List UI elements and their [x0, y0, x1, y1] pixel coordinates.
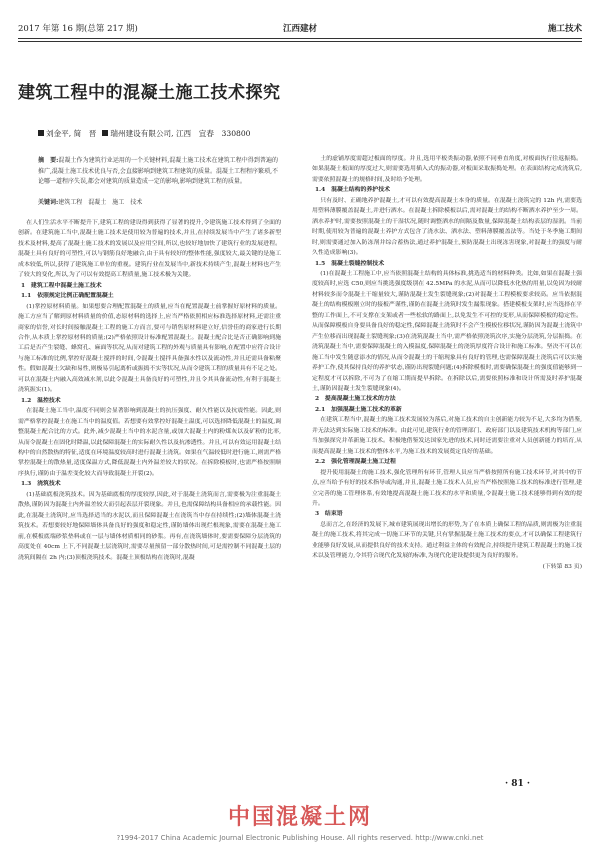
- abstract: [38, 156, 278, 188]
- continued-note: (下转第 83 页): [542, 563, 582, 570]
- section-name: 施工技术: [547, 24, 582, 34]
- keywords-label: 关键词:: [38, 199, 59, 206]
- author-line: [38, 128, 251, 139]
- header-rule-thick: [18, 38, 582, 39]
- body-paragraph: 提升使用混凝土的施工技术,强化管理所有环节,管理人员应当严格按照所有施工技术环节,对其中的节点,应当给予有好的技术指导或沟通,并且,混凝土施工技术人员,应当严格按照施工技术的标准进行管理,建立完善的施工管理体系,有效地提高混凝土施工技术的水平和质量,令混凝土施工技术能够得到有效的提升。: [312, 469, 582, 507]
- abstract-text: 混凝土作为建筑行业运用的一个关键材料,混凝土施工技术在建筑工程中得到普遍的推广,混凝土施工技术优良与否,会直接影响到建筑工程建筑的质量。混凝土工程程序繁琐,不论哪一道程序失误,都会对建筑的质量造成一定的影响,影响到建筑工程的质量。: [38, 157, 278, 186]
- author-bullet-icon: [38, 130, 44, 136]
- abstract-label: 摘 要:: [38, 157, 59, 164]
- section-heading: 2.2 强化管理混凝土施工过程: [314, 458, 396, 466]
- body-paragraph: 只有及时、正确地养护混凝土,才可以有效提高混凝土本身的质量。在混凝土浇筑完的 12h 内,需要选用塑料薄膜覆盖混凝土,并进行洒水。在混凝土拆除模板以后,需对混凝土的结构不断洒水养护至少一周。洒水养护时,需要按照混凝土的干湿状况,随时调整洒水的间隔及数量,保障混凝土结构表层的湿润。当前时期,使用较为普遍的混凝土养护方式包含了浇水法、洒水法、塑料薄膜覆盖法等。当处于冬季施工期间时,则需要通过加入防冻剂并综合蓄热法,通过养护混凝土,预防混凝土出现冻害现象,对混凝土的强度与耐久性造成影响(3)。: [312, 197, 582, 257]
- section-heading: 1.5 混凝土裂缝控制技术: [314, 259, 385, 267]
- keywords: [38, 198, 278, 208]
- body-paragraph: (1)掌控原材料质量。如果想要合理配置混凝土的质量,应当在配置混凝土前掌握好原材料的质量。施工方应当了解到原材料质量的价值,态原材料的选择上,应当严格依照相应标准选择原材料,还需注重商家的信誉,对长时间接触混凝土工程的施工方而言,要可与销售原材料建立好,信誉佳的商家进行长期合作,从本质上掌控原材料的质量;(2)严格依照设计标准配置混凝土。混凝土配合比是否正确影响到施工后是否产生裂缝、蜂窝孔、麻面等状况,从而对建筑工程的外观与质量具有影响,在配置中应符合设计与施工标准的比例,掌控好混凝土搅拌的时间,令混凝土搅拌具备强水性以及流动性,并且还需具备粘聚性。假如混凝土欠缺和易性,则极易引起离析或振捣不实等状况,从而令建筑工程的质量具有不足之处。可以在混凝土内融入高效减水剂,以此令混凝土具备良好的可塑性,并且令其具备流动性,有利于混凝土浇筑振实(1)。: [18, 303, 281, 394]
- copyright-footer: ?1994-2017 China Academic Journal Electronic Publishing House. All rights reserved. http://www.cnki.net: [116, 834, 484, 842]
- site-watermark: 中国混凝土网: [227, 805, 372, 830]
- section-heading: 1.2 温控技术: [20, 396, 61, 404]
- author-affiliation: 瑞州建设有限公司, 江西 宜春 330800: [110, 129, 251, 138]
- section-heading: 1.1 依照规定比例正确配置混凝土: [20, 292, 114, 300]
- body-column-right: [312, 154, 582, 572]
- page-number: · 81 ·: [504, 779, 530, 789]
- body-paragraph: 在建筑工程当中,混凝土的施工技术发展较为落后,对施工技术的自主创新能力较为不足,大多均为借鉴,并无法达到实际施工技术的标准。由此可见,建筑行业的管理部门、政府部门以及建筑技术机构等部门,应当加强探究并革新施工技术。积极地借鉴发达国家先进的技术,同时还需要注重对人员创新能力的培育,从而提高混凝土施工技术的整体水平,为施工技术的发展奠定良好的基础。: [312, 417, 582, 455]
- body-paragraph: 土的虚铺厚度需超过板面的厚度。并且,选用平板类振动器,依照不同垂直角度,对板面执行往返振捣。如果混凝土板面的厚度过大,则需要选用插入式的振动器,对板面采取振捣处理。在表面结构完成浇筑后,需要依照混凝土的规格时间,及时给予处理。: [312, 156, 582, 183]
- body-paragraph: (1)在混凝土工程施工中,应当依照混凝土结构的具体标准,挑选适当的材料种类。比如,如果在混凝土强度较高时,应选 C50,则应当挑选强度级别在 42.5MPa 的水泥,从而可以降低水化热的用量,以免因为较耐材料较多而令混凝土干缩量较大,谨防混凝土发生裂缝现象;(2)对混凝土工程模板要求较高。应当依据混凝土的结构模板刚立时的接板严谨性,谨防在混凝土浇筑时发生漏浆现象。搭建模板支架时,应当选择在平整的工作面上,不可支撑在支架或者一些松软的路面上,以免发生不可控的变形,从而保障模板的稳定性。从而保障模板自身要具备良好的稳定性,保障混凝土浇筑时不会产生模板位移状况,谨防因为混凝土浇筑中产生位移而出现混凝土裂缝现象;(3)在浇筑混凝土当中,需严格依照浇筑次序,实施分层浇筑,分层振捣。在浇筑混凝土当中,需要保障混凝土的入模温度,保障混凝土的浇筑厚度符合设计和施工标准。坚决不可以在施工当中发生随意添水的情况,从而令混凝土的干缩现象具有良好的管理,也需保障混凝土浇筑后可以实施养护工作,使其保持良好的养护状态,谨防出现裂缝问题;(4)拆除模板时,需要确保混凝土的强度值能够到一定程度才可以拆除,不可为了在缩工期而提早拆除。在拆除以后,需要依照标准和设计所需及时养护混凝土,谨防因混凝土发生裂缝现象(4)。: [312, 270, 582, 392]
- body-column-left: [18, 218, 281, 563]
- running-header: [18, 22, 582, 36]
- affiliation-bullet-icon: [102, 130, 108, 136]
- body-paragraph: 在人们生活水平不断提升下,建筑工程的建设得到获得了显著的提升,令建筑施工技术得到了全面的创新。在建筑施工当中,混凝土施工技术是使用较为普遍的技术,并且,在持续发展当中产生了诸多新型技术及材料,提高了混凝土施工技术的发展以及应用空间,所以,也较好地加快了建筑行业的发展进程。混凝土具有良好的可塑性,可以与钢筋良好地融合,由于具有较好的整体性能,强度较大,最关键的是施工成本较低,所以,获得了建筑施工单位的重视。建筑行业在发展当中,新技术持续产生,混凝土材料也产生了较大的变化,所以,为了可以有效提高工程质量,施工技术极为关键。: [18, 220, 281, 279]
- body-paragraph: 在混凝土施工当中,温度不同则会显著影响到混凝土的抗压强度、耐久性能以及抗震性能。因此,则需严格掌控混凝土在施工当中的温度值。若想要有效掌控好混凝土温度,可以选择降低混凝土的温度,调整混凝土配合比的方式。此外,减少混凝土当中的水泥含量,或加大混凝土内的粉煤灰以及矿粉的比率,从而令混凝土在固化时降温,以此保障混凝土的实际耐久性以及抗渗透性。并且,可以有效运用混凝土结构中的自然散热的特征,适度在环境温度较高时进行混凝土浇筑。如果在气温较低时进行施工,则需严格掌控混凝土的散热量,适度保温方式,降低混凝土内外温差较大的状况。在拆除模板时,也需严格按照顺序执行,谨防由于温差变化较大而导致混凝土开裂(2)。: [18, 408, 281, 477]
- section-heading: 2.1 加强混凝土施工技术的革新: [314, 405, 402, 413]
- section-heading: 1.3 浇筑技术: [20, 480, 61, 488]
- article-title: 建筑工程中的混凝土施工技术探究: [18, 83, 281, 103]
- author-names: 刘金平, 简 晋: [46, 129, 97, 138]
- keywords-text: 建筑工程 混凝土 施工 技术: [58, 199, 143, 206]
- journal-name: 江西建材: [282, 24, 317, 34]
- body-paragraph: (1)基础底板浇筑技术。因为基础底板的厚度较厚,因此,对于混凝土浇筑而言,需要极为注重混凝土散热,谨防因为混凝土内外温差较大而引起表层开裂现象。并且,也需保障结构具备相应的承载性能。因此,在混凝土浇筑时,应当选择适当的水泥以,而且保障混凝土在浇筑当中存在持续性;(2)墙体混凝土浇筑技术。若想要较好地保障墙体具备良好的强度和稳定性,谨防墙体出现烂根现象,需要在混凝土施工前,在模板底端砂浆垫料或在一层与墙体材质相同的砂浆。再有,在浇筑墙体时,要需要保障分层浇筑的高度处在 40cm 上下,不同混凝土层浇筑时,需要尽量预留一部分散热时间,可是需控制不同混凝土层的浇筑间隔在 2h 内;(3)顶板浇筑技术。混凝土顶板结构在浇筑时,混凝: [18, 491, 281, 561]
- header-rule-thin: [18, 41, 582, 42]
- issue-info: 2017 年第 16 期(总第 217 期): [18, 24, 138, 34]
- section-heading: 1 建筑工程中混凝土施工技术: [20, 281, 102, 289]
- section-heading: 3 结束语: [314, 510, 343, 518]
- body-paragraph: 总而言之,在经济的发展下,城市建筑展现出增长的形势,为了在本质上确保工程的品质,则需极为注重混凝土的施工技术,将其完成一切施工环节的关键,只有掌握混凝土施工技术的要点,才可以确保工程建筑行业能够良好发展,从而提供良好的技术支持。通过利益主体的有效配合,持续提升建筑工程混凝土的施工技术以及管理能力,令其符合现代化发展的标准,为现代化建设提供更为良好的服务。: [312, 521, 582, 560]
- section-heading: 1.4 混凝土结构的养护技术: [314, 186, 390, 194]
- section-heading: 2 提高混凝土施工技术的方法: [314, 395, 396, 403]
